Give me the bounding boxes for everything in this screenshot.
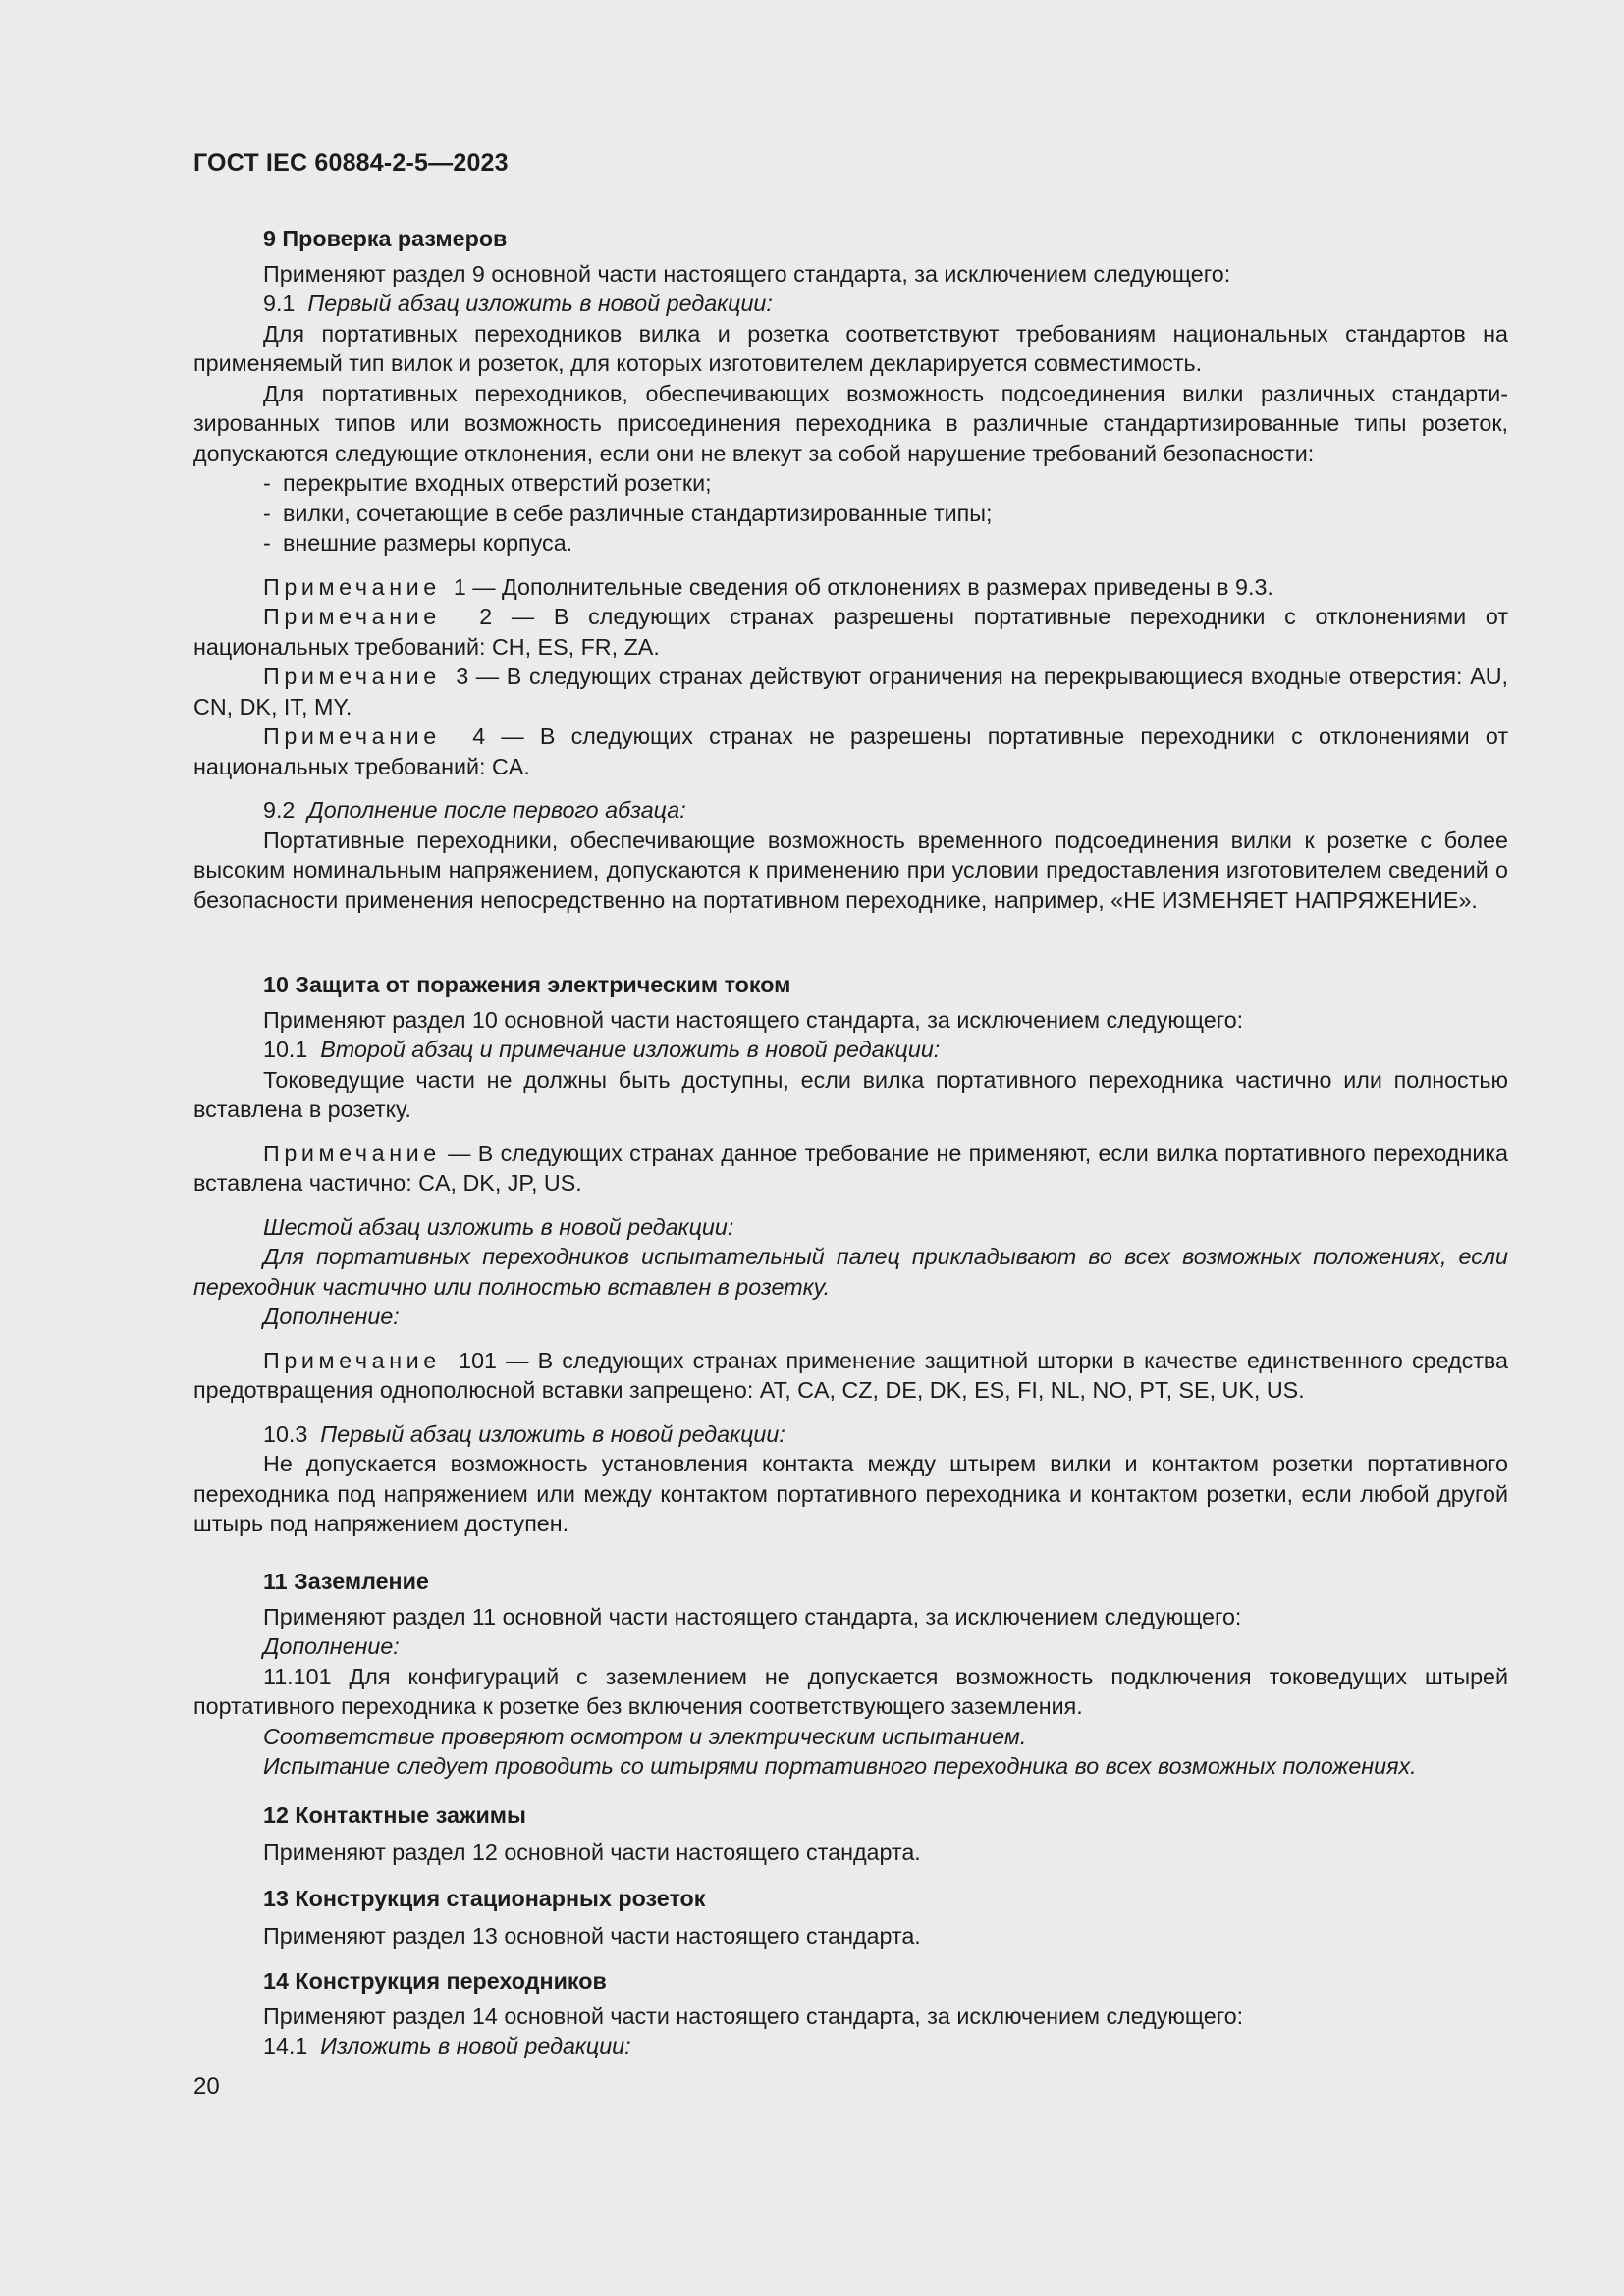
- paragraph: Токоведущие части не должны быть доступны, если вилка портативного переходника частично или полностью вставлена в розетку.: [193, 1066, 1508, 1122]
- paragraph: Дополнение:: [263, 1304, 400, 1329]
- section-heading: 10 Защита от поражения электрическим током: [263, 972, 791, 997]
- paragraph: Испытание следует проводить со штырями портативного переходника во всех возможных положениях.: [263, 1753, 1417, 1779]
- list-item: - вилки, сочетающие в себе различные стандартизированные типы;: [263, 500, 993, 526]
- section-9: [193, 224, 1508, 915]
- paragraph: 11.101 Для конфигураций с заземлением не допускается возможность подключения токоведущих штырей портативного переходника к розетке без включения соответствующего заземления.: [193, 1663, 1508, 1719]
- section-heading: 14 Конструкция переходников: [263, 1968, 607, 1994]
- paragraph: Применяют раздел 10 основной части настоящего стандарта, за исключением следующего:: [263, 1006, 1244, 1033]
- subclause-title: 9.2 Дополнение после первого абзаца:: [263, 797, 686, 823]
- note: Примечание 2 — В следующих странах разрешены портативные переходники с отклонениями от национальных требований: CH, ES, FR, ZA.: [193, 604, 1508, 660]
- paragraph: Портативные переходники, обеспечивающие возможность временного подсоединения вилки к розетке с более высоким номинальным напряжением, допускаются к применению при условии предоставления изготовителем сведений о безопасности применения непосредственно на портативном переходнике, например, «НЕ ИЗМЕНЯЕТ НАПРЯЖЕНИЕ».: [193, 827, 1508, 913]
- paragraph: Применяют раздел 14 основной части настоящего стандарта, за исключением следующего:: [263, 2002, 1244, 2029]
- section-heading: 12 Контактные зажимы: [263, 1802, 526, 1828]
- paragraph: Для портативных переходников испытательный палец прикладывают во всех возможных положениях, если переходник частично или полностью вставлен в розетку.: [193, 1244, 1508, 1300]
- subclause-title: 10.1 Второй абзац и примечание изложить в новой редакции:: [263, 1037, 941, 1062]
- section-10: [193, 970, 1508, 1539]
- subclause-title: 10.3 Первый абзац изложить в новой редакции:: [263, 1420, 785, 1447]
- paragraph: Дополнение:: [263, 1633, 400, 1659]
- paragraph: Не допускается возможность установления контакта между штырем вилки и контактом розетки портативного переходника под напряжением или между контактом портативного переходника и контактом розетки, если любой другой штырь под напряжением доступен.: [193, 1451, 1508, 1536]
- paragraph: Соответствие проверяют осмотром и электрическим испытанием.: [263, 1723, 1027, 1749]
- paragraph: Применяют раздел 9 основной части настоящего стандарта, за исключением следующего:: [263, 260, 1231, 287]
- note: Примечание 1 — Дополнительные сведения об отклонениях в размерах приведены в 9.3.: [263, 573, 1273, 600]
- section-11: [193, 1567, 1508, 1782]
- paragraph: Применяют раздел 13 основной части настоящего стандарта.: [263, 1922, 921, 1949]
- section-heading: 13 Конструкция стационарных розеток: [263, 1886, 706, 1911]
- paragraph: Применяют раздел 12 основной части настоящего стандарта.: [263, 1839, 921, 1865]
- paragraph: Применяют раздел 11 основной части настоящего стандарта, за исключением следующего:: [263, 1603, 1242, 1629]
- section-14: [193, 1966, 1508, 2061]
- document-header: ГОСТ IEC 60884-2-5—2023: [193, 149, 509, 177]
- subclause-title: 9.1 Первый абзац изложить в новой редакции:: [263, 291, 773, 316]
- paragraph: Для портативных переходников, обеспечивающих возможность подсоединения вилки различных стандарти-зированных типов или возможность присоединения переходника в различные стандартизированные типы розеток, допускаются следующие отклонения, если они не влекут за собой нарушение требований безопасности:: [193, 380, 1508, 466]
- section-heading: 11 Заземление: [263, 1569, 429, 1594]
- subclause-title: 14.1 Изложить в новой редакции:: [263, 2033, 631, 2058]
- section-heading: 9 Проверка размеров: [263, 226, 508, 251]
- list-item: - перекрытие входных отверстий розетки;: [263, 470, 712, 496]
- paragraph: Шестой абзац изложить в новой редакции:: [263, 1213, 734, 1240]
- note: Примечание — В следующих странах данное требование не применяют, если вилка портативного переходника вставлена частично: CA, DK, JP, US.: [193, 1140, 1508, 1196]
- list-item: - внешние размеры корпуса.: [263, 530, 573, 556]
- paragraph: Для портативных переходников вилка и розетка соответствуют требованиям национальных стандартов на применяемый тип вилок и розеток, для которых изготовителем декларируется совместимость.: [193, 320, 1508, 376]
- section-13: [193, 1884, 1508, 1950]
- note: Примечание 101 — В следующих странах применение защитной шторки в качестве единственного средства предотвращения однополюсной вставки запрещено: AT, CA, CZ, DE, DK, ES, FI, NL, NO, PT, SE, UK, US.: [193, 1347, 1509, 1403]
- note: Примечание 4 — В следующих странах не разрешены портативные переходники с отклонениями от национальных требований: CA.: [193, 723, 1508, 779]
- page-number: 20: [193, 2073, 220, 2100]
- note: Примечание 3 — В следующих странах действуют ограничения на перекрывающиеся входные отверстия: AU, CN, DK, IT, MY.: [193, 664, 1508, 720]
- section-12: [193, 1800, 1508, 1867]
